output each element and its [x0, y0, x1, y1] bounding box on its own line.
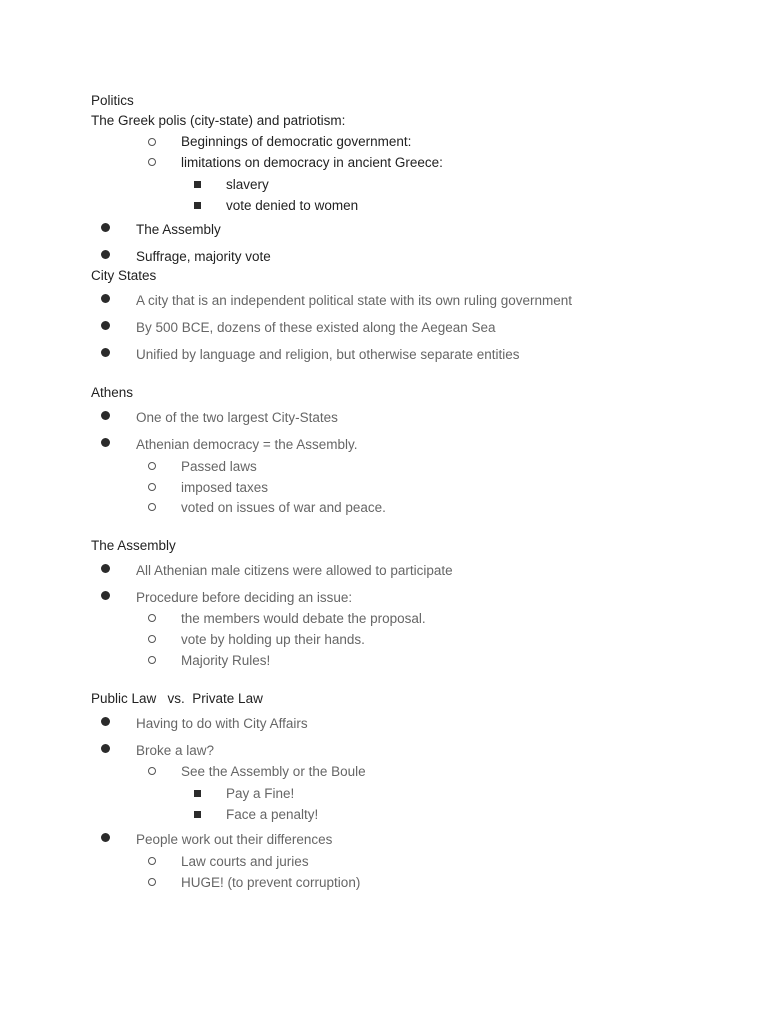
list-item: vote by holding up their hands.	[181, 632, 365, 647]
hollow-bullet-icon	[148, 462, 156, 470]
list-item: Suffrage, majority vote	[136, 249, 271, 264]
bullet-icon	[101, 438, 110, 447]
list-item: Pay a Fine!	[226, 786, 295, 801]
list-item: the members would debate the proposal.	[181, 611, 426, 626]
list-item: Broke a law?	[136, 743, 215, 758]
list-item: Majority Rules!	[181, 653, 271, 668]
bullet-icon	[101, 223, 110, 232]
hollow-bullet-icon	[148, 767, 156, 775]
athens-heading: Athens	[91, 385, 134, 400]
list-item: Athenian democracy = the Assembly.	[136, 437, 358, 452]
hollow-bullet-icon	[148, 483, 156, 491]
list-item: People work out their differences	[136, 832, 333, 847]
bullet-icon	[101, 411, 110, 420]
assembly-heading: The Assembly	[91, 538, 176, 553]
list-item: Having to do with City Affairs	[136, 716, 308, 731]
list-item: Face a penalty!	[226, 807, 319, 822]
bullet-icon	[101, 321, 110, 330]
square-bullet-icon	[194, 811, 201, 818]
hollow-bullet-icon	[148, 503, 156, 511]
bullet-icon	[101, 833, 110, 842]
hollow-bullet-icon	[148, 857, 156, 865]
list-item: All Athenian male citizens were allowed to participate	[136, 563, 453, 578]
list-item: Law courts and juries	[181, 854, 309, 869]
list-item: vote denied to women	[226, 198, 359, 213]
square-bullet-icon	[194, 181, 201, 188]
list-item: voted on issues of war and peace.	[181, 500, 386, 515]
law-heading: Public Law vs. Private Law	[91, 691, 263, 706]
bullet-icon	[101, 294, 110, 303]
bullet-icon	[101, 744, 110, 753]
list-item: imposed taxes	[181, 480, 269, 495]
list-item: One of the two largest City-States	[136, 410, 338, 425]
hollow-bullet-icon	[148, 614, 156, 622]
list-item: Beginnings of democratic government:	[181, 134, 412, 149]
list-item: Procedure before deciding an issue:	[136, 590, 353, 605]
politics-heading: Politics	[91, 93, 134, 108]
list-item: slavery	[226, 177, 269, 192]
hollow-bullet-icon	[148, 878, 156, 886]
hollow-bullet-icon	[148, 635, 156, 643]
list-item: HUGE! (to prevent corruption)	[181, 875, 361, 890]
list-item: See the Assembly or the Boule	[181, 764, 366, 779]
politics-subheading: The Greek polis (city-state) and patriotism:	[91, 113, 346, 128]
hollow-bullet-icon	[148, 158, 156, 166]
square-bullet-icon	[194, 790, 201, 797]
hollow-bullet-icon	[148, 656, 156, 664]
list-item: Passed laws	[181, 459, 257, 474]
bullet-icon	[101, 591, 110, 600]
bullet-icon	[101, 250, 110, 259]
list-item: A city that is an independent political state with its own ruling government	[136, 293, 572, 308]
bullet-icon	[101, 717, 110, 726]
hollow-bullet-icon	[148, 138, 156, 146]
square-bullet-icon	[194, 202, 201, 209]
list-item: By 500 BCE, dozens of these existed along the Aegean Sea	[136, 320, 496, 335]
list-item: Unified by language and religion, but otherwise separate entities	[136, 347, 520, 362]
city-states-heading: City States	[91, 268, 157, 283]
list-item: The Assembly	[136, 222, 221, 237]
list-item: limitations on democracy in ancient Greece:	[181, 155, 443, 170]
bullet-icon	[101, 348, 110, 357]
bullet-icon	[101, 564, 110, 573]
